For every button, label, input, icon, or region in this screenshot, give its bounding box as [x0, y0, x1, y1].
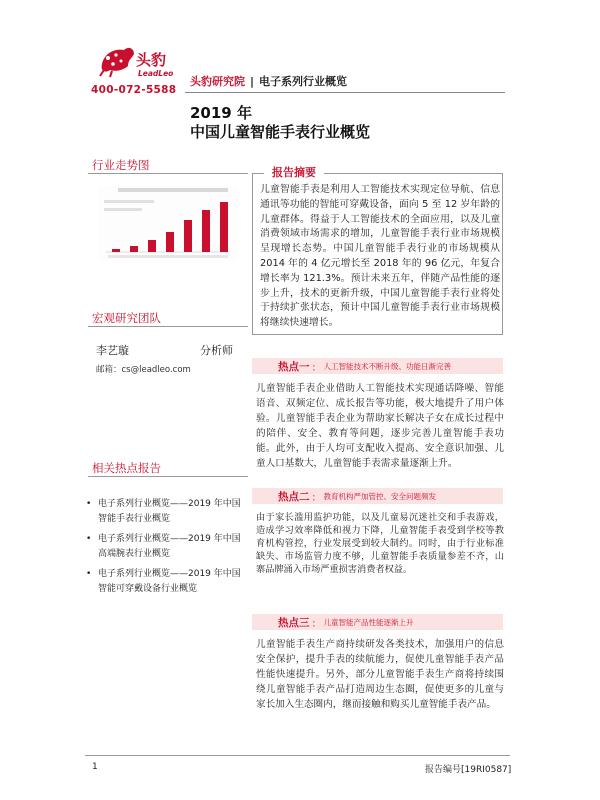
hotspot-colon: ：: [311, 362, 322, 374]
phone-number: 400-072-5588: [91, 84, 177, 96]
hotspot-body: 儿童智能手表企业借助人工智能技术实现通话降噪、智能语音、双频定位、成长报告等功能，极大地提升了用户体验。儿童智能手表企业为帮助家长解决子女在成长过程中的陪伴、安全、教育等问题，逐步完善儿童智能手表功能。此外，由于人均可支配收入提高、安全意识加强、儿童人口基数大，儿童智能手表需求量逐渐上升。: [256, 383, 504, 469]
report-year: 2019 年: [190, 104, 252, 122]
hotspot-marker-icon: [258, 616, 270, 628]
header-divider: [185, 92, 505, 93]
hotspot-key: 热点二: [278, 490, 310, 503]
related-heading: 相关热点报告: [92, 461, 161, 475]
hotspot-key: 热点一: [278, 360, 310, 373]
related-divider: [88, 476, 248, 477]
related-report-list: [86, 497, 248, 602]
series-label: [190, 73, 347, 89]
hotspot-headline: 教育机构严加管控、安全问题频发: [323, 491, 436, 501]
bullet-icon: •: [86, 569, 92, 579]
team-heading: 宏观研究团队: [92, 311, 161, 325]
hotspot-body: 由于家长滥用监护功能，以及儿童易沉迷社交和手表游戏，造成学习效率降低和视力下降，儿童智能手表受到学校等教育机构管控，行业发展受到较大制约。同时，由于行业标准缺失、市场监管力度不够，儿童智能手表质量参差不齐，山寨品牌涌入市场严重损害消费者权益。: [256, 512, 504, 575]
brand-cn: 头豹: [136, 51, 167, 69]
bullet-icon: •: [86, 534, 92, 544]
brand-en: LeadLeo: [138, 69, 174, 78]
header-separator: |: [250, 75, 255, 88]
report-title: 中国儿童智能手表行业概览: [190, 123, 371, 141]
hotspot-colon: ：: [311, 618, 322, 630]
bullet-icon: •: [86, 499, 92, 509]
hotspot-header: [252, 358, 503, 374]
summary-text: 儿童智能手表是利用人工智能技术实现定位导航、信息通讯等功能的智能可穿戴设备，面向 5 至 12 岁年龄的儿童群体。得益于人工智能技术的全面应用，以及儿童消费领域市场需求的增加，儿童智能手表行业市场规模呈现增长态势。中国儿童智能手表行业的市场规模从 2014 年的 4 亿元增长至 2018 年的 96 亿元，年复合增长率为 121.3%。预计未来五年，伴随产品性能的逐步上升，技术的更新升级，中国儿童智能手表行业将处于持续扩张状态，预计中国儿童智能手表行业市场规模将继续快速增长。: [260, 184, 500, 329]
hotspot-header: [252, 614, 503, 630]
list-item[interactable]: • 电子系列行业概览——2019 年中国智能可穿戴设备行业概览: [86, 569, 241, 594]
summary-title: 报告摘要: [264, 164, 324, 180]
hotspot-headline: 人工智能技术不断升级、功能日渐完善: [323, 361, 451, 371]
hotspot-marker-icon: [258, 490, 270, 502]
footer-divider: [85, 755, 510, 756]
hotspot-colon: ：: [311, 492, 322, 504]
hotspot-marker-icon: [258, 360, 270, 372]
series-category: 电子系列行业概览: [259, 75, 348, 88]
hotspot-body: 儿童智能手表生产商持续研发各类技术，加强用户的信息安全保护，提升手表的续航能力，促使儿童智能手表产品性能快速提升。另外，部分儿童智能手表生产商将持续围绕儿童智能手表产品打造周边生态圈，促使更多的儿童与家长加入生态圈内，继而接触和购买儿童智能手表产品。: [256, 639, 504, 710]
trend-divider: [88, 173, 248, 174]
team-divider: [88, 326, 248, 327]
trend-heading: 行业走势图: [92, 158, 150, 172]
analyst-role: 分析师: [200, 344, 233, 357]
trend-chart-thumbnail: [98, 186, 238, 261]
trend-bar-chart: [98, 186, 238, 261]
leadleo-logo: [94, 40, 184, 90]
list-item[interactable]: • 电子系列行业概览——2019 年中国高端腕表行业概览: [86, 534, 241, 559]
institute-name: 头豹研究院: [190, 75, 245, 88]
report-number: 报告编号[19RI0587]: [425, 765, 512, 775]
hotspot-headline: 儿童智能产品性能逐渐上升: [323, 617, 414, 627]
analyst-email[interactable]: 邮箱：cs@leadleo.com: [96, 365, 191, 375]
page-number: 1: [92, 762, 98, 772]
list-item[interactable]: • 电子系列行业概览——2019 年中国智能手表行业概览: [86, 499, 241, 524]
hotspot-key: 热点三: [278, 616, 310, 629]
hotspot-header: [252, 488, 503, 504]
analyst-name: 李艺璇: [96, 344, 129, 357]
